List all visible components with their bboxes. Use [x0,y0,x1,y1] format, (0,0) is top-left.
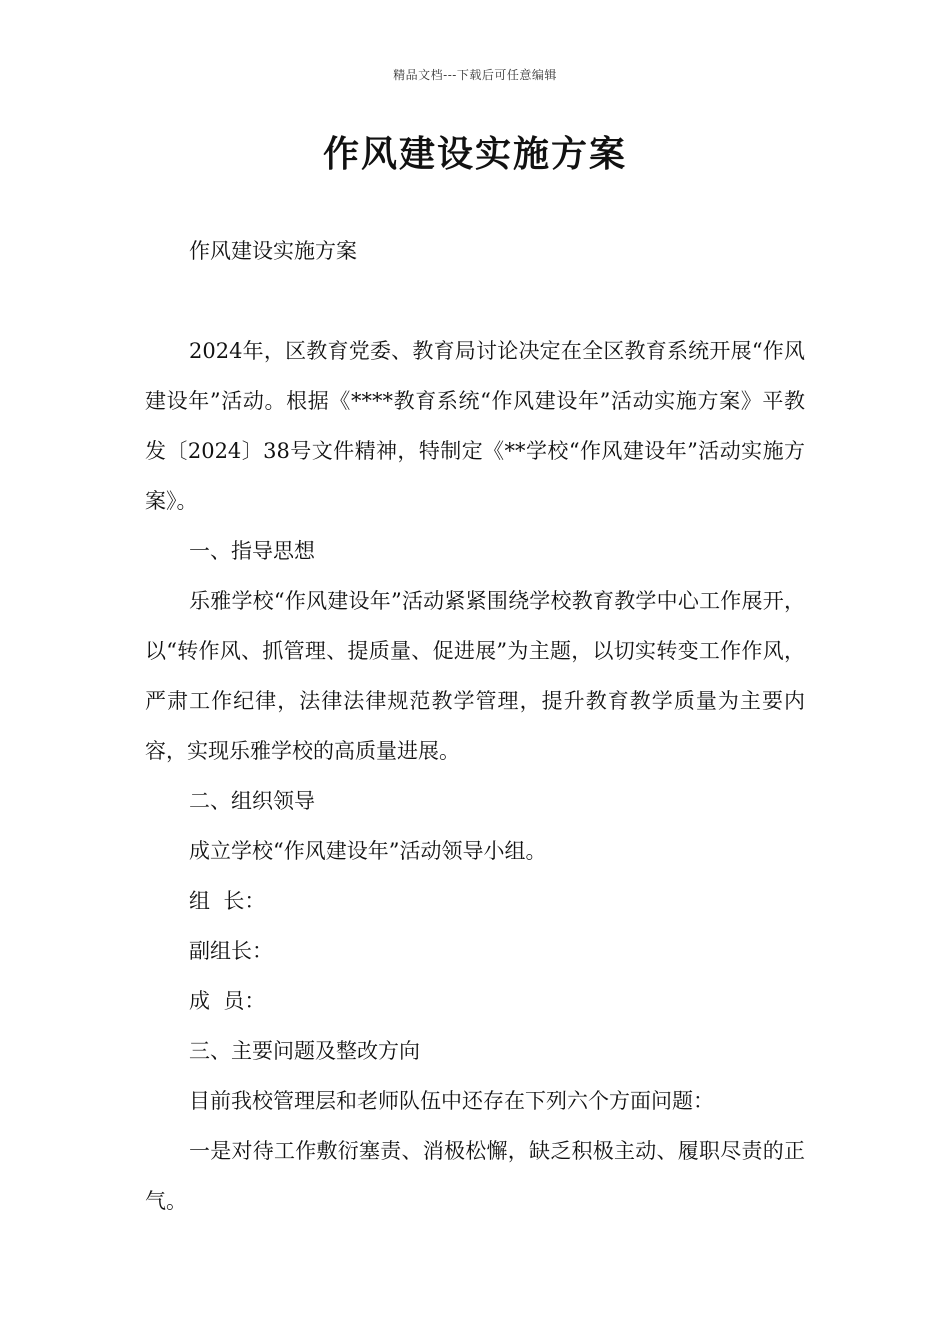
paragraph-intro: 2024年，区教育党委、教育局讨论决定在全区教育系统开展“作风建设年”活动。根据《****教育系统“作风建设年”活动实施方案》平教发〔2024〕38号文件精神，特制定《**学校“作风建设年”活动实施方案》。 [145,339,805,513]
role-deputy-leader: 副组长： [189,939,273,963]
subtitle: 作风建设实施方案 [189,239,357,263]
section-heading-guiding-thought: 一、指导思想 [189,539,315,563]
paragraph-problems-intro: 目前我校管理层和老师队伍中还存在下列六个方面问题： [189,1089,714,1113]
section-heading-leadership: 二、组织领导 [189,789,315,813]
role-members: 成 员： [189,989,266,1013]
section-heading-problems: 三、主要问题及整改方向 [189,1039,420,1063]
paragraph-leadership-group: 成立学校“作风建设年”活动领导小组。 [189,839,547,863]
header-note: 精品文档---下载后可任意编辑 [393,68,557,82]
paragraph-problem-one: 一是对待工作敷衍塞责、消极松懈，缺乏积极主动、履职尽责的正气。 [145,1139,805,1213]
role-group-leader: 组 长： [189,889,266,913]
paragraph-guiding-thought: 乐雅学校“作风建设年”活动紧紧围绕学校教育教学中心工作展开，以“转作风、抓管理、提质量、促进展”为主题，以切实转变工作作风，严肃工作纪律，法律法律规范教学管理，提升教育教学质量为主要内容，实现乐雅学校的高质量进展。 [145,589,805,763]
document-body [145,226,805,1226]
document-title: 作风建设实施方案 [322,133,627,175]
